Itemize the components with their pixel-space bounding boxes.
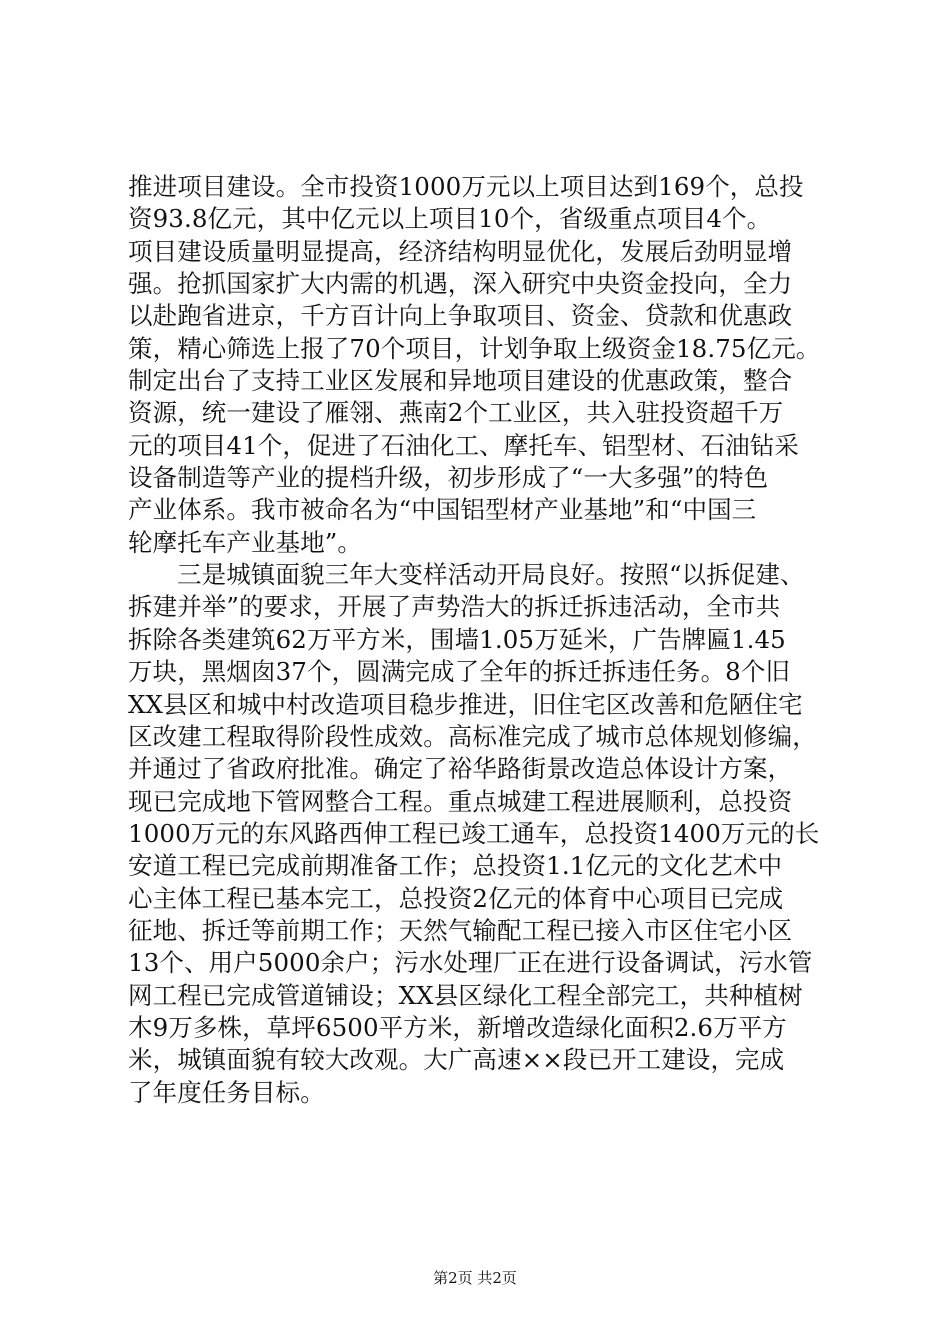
text-line: 拆建并举”的要求，开展了声势浩大的拆迁拆违活动，全市共 <box>128 592 781 622</box>
text-line: 征地、拆迁等前期工作；天然气输配工程已接入市区住宅小区 <box>128 915 793 945</box>
text-line: 策，精心筛选上报了70个项目，计划争取上级资金18.75亿元。 <box>128 333 821 363</box>
text-line: 1000万元的东风路西伸工程已竣工通车，总投资1400万元的长 <box>128 818 820 848</box>
text-line: 米，城镇面貌有较大改观。大广高速××段已开工建设，完成 <box>128 1045 785 1075</box>
text-line: 强。抢抓国家扩大内需的机遇，深入研究中央资金投向，全力 <box>128 269 793 299</box>
text-line: 区改建工程取得阶段性成效。高标准完成了城市总体规划修编， <box>128 721 817 751</box>
text-line: XX县区和城中村改造项目稳步推进，旧住宅区改善和危陋住宅 <box>128 689 803 719</box>
text-line: 产业体系。我市被命名为“中国铝型材产业基地”和“中国三 <box>128 495 757 525</box>
text-line: 轮摩托车产业基地”。 <box>128 527 363 557</box>
text-line: 元的项目41个，促进了石油化工、摩托车、铝型材、石油钻采 <box>128 430 799 460</box>
text-line: 以赴跑省进京，千方百计向上争取项目、资金、贷款和优惠政 <box>128 301 793 331</box>
text-line: 心主体工程已基本完工，总投资2亿元的体育中心项目已完成 <box>128 883 784 913</box>
text-line: 设备制造等产业的提档升级，初步形成了“一大多强”的特色 <box>128 463 769 493</box>
page-footer <box>0 1268 950 1288</box>
text-line: 资93.8亿元，其中亿元以上项目10个，省级重点项目4个。 <box>128 204 772 234</box>
body-text <box>128 171 828 1109</box>
text-line: 并通过了省政府批准。确定了裕华路街景改造总体设计方案， <box>128 754 793 784</box>
text-line: 项目建设质量明显提高，经济结构明显优化，发展后劲明显增 <box>128 236 793 266</box>
text-line: 现已完成地下管网整合工程。重点城建工程进展顺利，总投资 <box>128 786 793 816</box>
text-line: 制定出台了支持工业区发展和异地项目建设的优惠政策，整合 <box>128 366 793 396</box>
paragraph-start-line: 三是城镇面貌三年大变样活动开局良好。按照“以拆促建、 <box>177 560 805 590</box>
text-line: 拆除各类建筑62万平方米，围墙1.05万延米，广告牌匾1.45 <box>128 624 786 654</box>
text-line: 了年度任务目标。 <box>128 1077 325 1107</box>
text-line: 13个、用户5000余户；污水处理厂正在进行设备调试，污水管 <box>128 948 813 978</box>
text-line: 网工程已完成管道铺设；XX县区绿化工程全部完工，共种植树 <box>128 980 803 1010</box>
text-line: 安道工程已完成前期准备工作；总投资1.1亿元的文化艺术中 <box>128 851 783 881</box>
text-line: 资源，统一建设了雁翎、燕南2个工业区，共入驻投资超千万 <box>128 398 784 428</box>
page-number: 第2页 共2页 <box>433 1269 517 1287</box>
text-line: 推进项目建设。全市投资1000万元以上项目达到169个，总投 <box>128 172 804 201</box>
text-line: 木9万多株，草坪6500平方米，新增改造绿化面积2.6万平方 <box>128 1012 787 1042</box>
text-line: 万块，黑烟囱37个，圆满完成了全年的拆迁拆违任务。8个旧 <box>128 657 791 687</box>
